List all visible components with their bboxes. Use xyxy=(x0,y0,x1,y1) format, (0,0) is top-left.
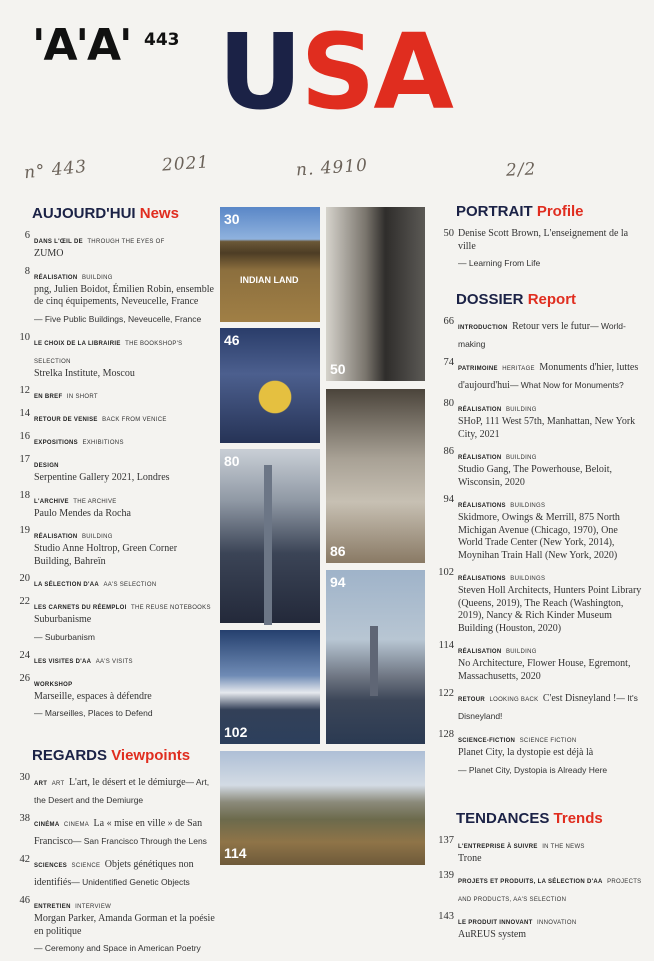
rubric-label: RETOUR DE VENISE xyxy=(34,417,98,423)
photo-page-number: 94 xyxy=(330,574,346,590)
toc-entry xyxy=(10,332,215,381)
entry-title: Steven Holl Architects, Hunters Point Library (Queens, 2019), The Reach (Washington, 2019), Nancy & Rich Kinder Museum Building (Houston, 2020) xyxy=(458,585,642,634)
rubric-label-en: AA'S VISITS xyxy=(95,658,133,665)
rubric-label: PATRIMOINE xyxy=(458,366,498,372)
page-number: 143 xyxy=(438,911,454,922)
page-number: 86 xyxy=(443,446,454,457)
rubric-label: ART xyxy=(34,781,48,787)
entry-title: Trone xyxy=(458,852,482,864)
rubric-label: RÉALISATION xyxy=(458,407,502,413)
entry-title: Skidmore, Owings & Merrill, 875 North Michigan Avenue (Chicago, 1970), One World Trade Center (New York, 2014), Moynihan Train Hall (New York, 2020) xyxy=(458,512,620,561)
rubric-label-en: BUILDING xyxy=(505,455,537,461)
photo-portrait xyxy=(326,207,425,381)
entry-title-en: — Unidentified Genetic Objects xyxy=(71,877,190,887)
page-number: 14 xyxy=(19,408,30,419)
photo-flower-house xyxy=(220,751,425,865)
tower-shape xyxy=(264,465,272,625)
toc-entry xyxy=(10,266,215,327)
rubric-label-en: BUILDING xyxy=(81,274,113,281)
section-heading-trends: TENDANCES Trends xyxy=(456,809,603,827)
toc-entry xyxy=(432,640,644,683)
right-column xyxy=(432,203,644,947)
entry-title: Marseille, espaces à défendre xyxy=(34,690,152,702)
rubric-label-en: BUILDINGS xyxy=(510,503,546,509)
entry-title: Studio Gang, The Powerhouse, Beloit, Wisconsin, 2020 xyxy=(458,464,612,488)
rubric-label-en: INTERVIEW xyxy=(75,904,112,910)
page-number: 10 xyxy=(19,331,30,343)
entry-title-en: — It's Disneyland! xyxy=(458,693,638,721)
entry-title: Monuments d'hier, luttes d'aujourd'hui xyxy=(458,362,639,391)
toc-entry xyxy=(10,490,215,521)
page-number: 16 xyxy=(19,431,30,442)
handwritten-note: n° 443 xyxy=(23,156,89,184)
toc-entry xyxy=(10,813,215,849)
rubric-label-en: HERITAGE xyxy=(502,366,535,372)
entry-title-en: — Learning From Life xyxy=(458,258,541,268)
handwritten-note: n. 4910 xyxy=(295,155,369,181)
entry-title-en: — Five Public Buildings, Neveucelle, France xyxy=(34,313,202,324)
report-list xyxy=(432,316,644,778)
rubric-label-en: THE REUSE NOTEBOOKS xyxy=(131,605,211,611)
left-column xyxy=(10,205,215,961)
rubric-label-en: BUILDINGS xyxy=(510,576,546,582)
rubric-label-en: BUILDING xyxy=(505,407,537,413)
entry-title: C'est Disneyland ! xyxy=(542,693,617,704)
magazine-logo: 'A'A' xyxy=(32,20,131,71)
rubric-label: RETOUR xyxy=(458,697,486,703)
page-number: 20 xyxy=(19,573,30,584)
rubric-label: EXPOSITIONS xyxy=(34,440,78,446)
toc-entry xyxy=(10,408,215,426)
rubric-label-en: THE BOOKSHOP'S SELECTION xyxy=(34,340,183,365)
page-number: 102 xyxy=(438,567,454,578)
rubric-label: DESIGN xyxy=(34,463,59,469)
section-heading-viewpoints: REGARDS Viewpoints xyxy=(32,747,191,764)
rubric-label-en: AA'S SELECTION xyxy=(103,582,157,588)
entry-title: Retour vers le futur xyxy=(512,321,591,332)
issue-number: 443 xyxy=(144,30,180,50)
viewpoints-list xyxy=(10,772,215,956)
page-number: 26 xyxy=(19,672,30,684)
toc-entry xyxy=(432,494,644,562)
entry-title: png, Julien Boidot, Émilien Robin, ensemble de cinq équipements, Neveucelle, France xyxy=(34,283,214,307)
section-heading-report: DOSSIER Report xyxy=(456,291,577,308)
entry-title: SHoP, 111 West 57th, Manhattan, New York City, 2021 xyxy=(458,416,636,440)
toc-entry xyxy=(432,357,644,393)
section-heading-news: AUJOURD'HUI News xyxy=(32,205,179,222)
toc-entry xyxy=(432,870,644,906)
rubric-label: WORKSHOP xyxy=(34,681,73,688)
page-number: 38 xyxy=(19,813,30,824)
rubric-label-en: LOOKING BACK xyxy=(489,697,539,703)
entry-title: La « mise en ville » de San Francisco xyxy=(34,818,203,847)
rubric-label: SCIENCE-FICTION xyxy=(458,738,516,744)
page-number: 139 xyxy=(438,870,454,881)
rubric-label: L'ARCHIVE xyxy=(34,498,69,505)
page-number: 8 xyxy=(24,265,30,277)
photo-page-number: 46 xyxy=(224,332,240,348)
toc-entry xyxy=(10,385,215,403)
entry-title: Serpentine Gallery 2021, Londres xyxy=(34,472,170,483)
entry-title-en: — Ceremony and Space in American Poetry xyxy=(34,943,201,953)
page-number: 128 xyxy=(438,729,454,740)
entry-title: AuREUS system xyxy=(458,929,527,940)
page-number: 74 xyxy=(443,357,454,368)
entry-title-en: — What Now for Monuments? xyxy=(509,380,624,390)
photo-page-number: 80 xyxy=(224,453,240,469)
toc-entry xyxy=(10,525,215,568)
trends-list xyxy=(432,835,644,942)
rubric-label: RÉALISATIONS xyxy=(458,576,506,582)
handwritten-note: 2/2 xyxy=(505,159,537,181)
rubric-label: EN BREF xyxy=(34,394,63,400)
toc-entry xyxy=(10,573,215,591)
entry-title: Denise Scott Brown, L'enseignement de la ville xyxy=(458,228,629,252)
photo-desert-art xyxy=(220,207,320,322)
page-number: 137 xyxy=(438,834,454,846)
entry-title: Suburbanisme xyxy=(34,614,92,625)
entry-title: Planet City, la dystopie est déjà là xyxy=(458,747,594,758)
page-number: 122 xyxy=(438,688,454,699)
rubric-label-en: BUILDING xyxy=(505,649,537,655)
rubric-label-en: IN SHORT xyxy=(66,394,98,400)
page-number: 24 xyxy=(19,649,30,661)
rubric-label: RÉALISATION xyxy=(458,455,502,461)
page-number: 46 xyxy=(19,895,30,906)
toc-entry xyxy=(432,446,644,489)
entry-title: Paulo Mendes da Rocha xyxy=(34,507,131,519)
toc-entry xyxy=(432,729,644,778)
rubric-label: ENTRETIEN xyxy=(34,904,71,910)
rubric-label-en: THE ARCHIVE xyxy=(73,498,117,505)
entry-title-en: — Art, the Desert and the Demiurge xyxy=(34,777,210,805)
photo-poet xyxy=(220,328,320,443)
entry-title: L'art, le désert et le démiurge xyxy=(68,777,186,788)
entry-title-en: — Planet City, Dystopia is Already Here xyxy=(458,764,608,775)
toc-entry xyxy=(432,835,644,866)
photo-page-number: 102 xyxy=(224,724,248,740)
photo-page-number: 30 xyxy=(224,211,240,227)
rubric-label: LE CHOIX DE LA LIBRAIRIE xyxy=(34,340,121,347)
rubric-label: CINÉMA xyxy=(34,822,60,828)
page-number: 30 xyxy=(19,772,30,783)
entry-title-en: — World-making xyxy=(458,321,626,349)
toc-entry xyxy=(432,228,644,271)
rubric-label-en: BUILDING xyxy=(81,534,113,540)
rubric-label: DANS L'ŒIL DE xyxy=(34,239,83,245)
toc-entry xyxy=(10,895,215,956)
rubric-label: LA SÉLECTION D'AA xyxy=(34,582,99,588)
toc-entry xyxy=(10,230,215,261)
tower-shape xyxy=(370,626,378,696)
toc-entry xyxy=(432,911,644,942)
photo-page-number: 114 xyxy=(224,845,247,861)
rubric-label: RÉALISATION xyxy=(458,649,502,655)
toc-entry xyxy=(432,567,644,635)
photo-skyscraper xyxy=(220,449,320,623)
toc-entry xyxy=(432,688,644,724)
toc-entry xyxy=(10,431,215,449)
page-number: 18 xyxy=(19,489,30,501)
rubric-label: SCIENCES xyxy=(34,863,68,869)
rubric-label-en: THROUGH THE EYES OF xyxy=(87,239,165,245)
page-number: 94 xyxy=(443,494,454,505)
rubric-label-en: PROJECTS AND PRODUCTS, AA'S SELECTION xyxy=(458,879,642,903)
page-number: 80 xyxy=(443,398,454,409)
page-number: 50 xyxy=(443,228,454,239)
rubric-label: RÉALISATIONS xyxy=(458,503,506,509)
toc-entry xyxy=(10,650,215,668)
toc-entry xyxy=(10,596,215,645)
rubric-label-en: IN THE NEWS xyxy=(542,843,585,850)
rubric-label: RÉALISATION xyxy=(34,534,78,540)
entry-title: Objets génétiques non identifiés xyxy=(34,859,194,888)
page-number: 12 xyxy=(19,385,30,396)
entry-title: No Architecture, Flower House, Egremont, Massachusetts, 2020 xyxy=(458,658,631,682)
rubric-label: LES CARNETS DU RÉEMPLOI xyxy=(34,605,127,611)
title-sa: SA xyxy=(300,11,452,133)
issue-title xyxy=(218,11,452,133)
entry-title-en: — Suburbanism xyxy=(34,631,95,642)
profile-list xyxy=(432,228,644,271)
photo-library xyxy=(220,630,320,744)
entry-title-en: — San Francisco Through the Lens xyxy=(72,836,207,846)
page-number: 22 xyxy=(19,596,30,607)
rubric-label-en: ART xyxy=(51,781,65,787)
rubric-label-en: CINEMA xyxy=(63,822,90,828)
toc-entry xyxy=(10,454,215,485)
rubric-label: LE PRODUIT INNOVANT xyxy=(458,920,533,926)
rubric-label: L'ENTREPRISE À SUIVRE xyxy=(458,843,538,850)
entry-title: Morgan Parker, Amanda Gorman et la poésie en politique xyxy=(34,913,215,937)
page-number: 19 xyxy=(19,525,30,536)
handwritten-note: 2021 xyxy=(161,152,210,176)
rubric-label: RÉALISATION xyxy=(34,274,78,281)
page-number: 17 xyxy=(19,454,30,465)
photo-new-york xyxy=(326,570,425,744)
photo-page-number: 86 xyxy=(330,543,346,559)
toc-entry xyxy=(10,854,215,890)
page-number: 114 xyxy=(438,640,454,651)
title-u: U xyxy=(218,11,301,133)
toc-entry xyxy=(10,772,215,808)
rubric-label-en: SCIENCE xyxy=(71,863,101,869)
rubric-label-en: SCIENCE FICTION xyxy=(519,738,577,744)
news-list xyxy=(10,230,215,721)
toc-entry xyxy=(432,316,644,352)
rubric-label-en: EXHIBITIONS xyxy=(82,440,124,446)
page-number: 42 xyxy=(19,854,30,865)
photo-caption: INDIAN LAND xyxy=(240,275,299,285)
rubric-label-en: INNOVATION xyxy=(537,920,577,926)
rubric-label-en: BACK FROM VENICE xyxy=(102,417,167,423)
rubric-label: PROJETS ET PRODUITS, LA SÉLECTION D'AA xyxy=(458,879,603,885)
page-number: 6 xyxy=(24,230,30,241)
entry-title: Studio Anne Holtrop, Green Corner Building, Bahreïn xyxy=(34,543,178,567)
toc-entry xyxy=(432,398,644,441)
photo-powerhouse xyxy=(326,389,425,563)
entry-title: ZUMO xyxy=(34,248,64,259)
section-heading-profile: PORTRAIT Profile xyxy=(456,203,584,220)
rubric-label: INTRODUCTION xyxy=(458,325,508,331)
page-number: 66 xyxy=(443,316,454,327)
toc-entry xyxy=(10,673,215,722)
rubric-label: LES VISITES D'AA xyxy=(34,658,92,665)
entry-title-en: — Marseilles, Places to Defend xyxy=(34,708,153,718)
photo-page-number: 50 xyxy=(330,361,346,377)
entry-title: Strelka Institute, Moscou xyxy=(34,367,135,379)
